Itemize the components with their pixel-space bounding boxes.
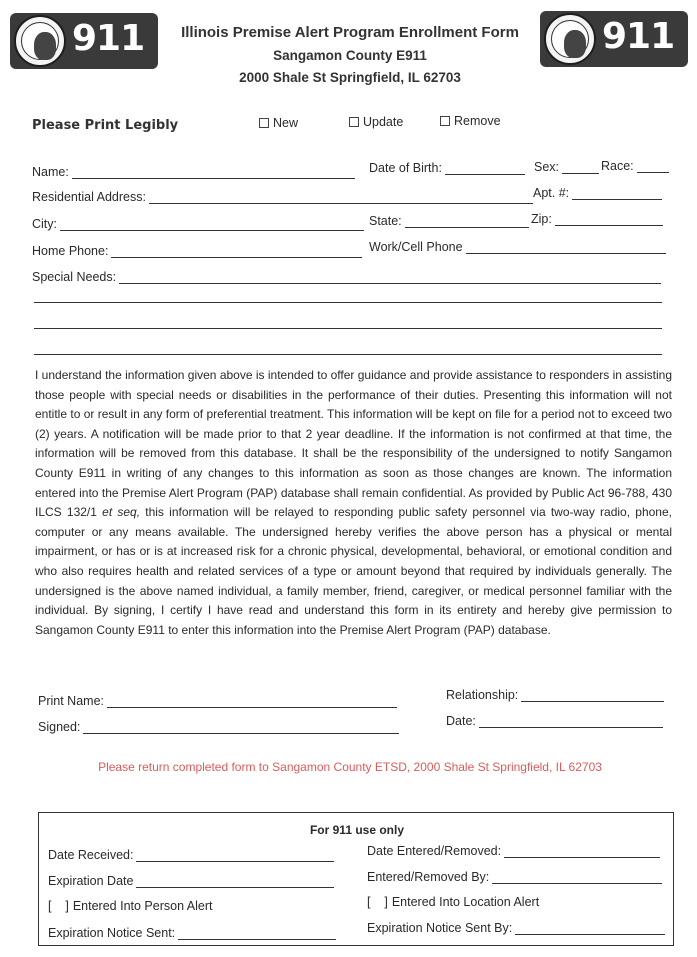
form-address: 2000 Shale St Springfield, IL 62703	[239, 70, 461, 85]
person-alert-checkbox[interactable]: [ ] Entered Into Person Alert	[48, 899, 213, 913]
expiration-date-field[interactable]: Expiration Date	[48, 874, 334, 888]
race-field[interactable]: Race:	[601, 159, 669, 173]
special-needs-line[interactable]	[34, 302, 662, 303]
bracket-checkbox-icon[interactable]: [ ]	[367, 895, 388, 909]
county-seal-icon	[14, 15, 66, 67]
state-field[interactable]: State:	[369, 214, 529, 228]
name-field[interactable]: Name:	[32, 165, 355, 179]
county-911-logo-left	[10, 13, 158, 69]
office-use-title: For 911 use only	[309, 823, 405, 837]
special-needs-line[interactable]	[34, 328, 662, 329]
location-alert-checkbox[interactable]: [ ] Entered Into Location Alert	[367, 895, 540, 909]
special-needs-line[interactable]	[34, 354, 662, 355]
consent-statement: I understand the information given above is intended to offer guidance and provide assistance to responders in assisting those people with special needs or disabilities in the performance of their duties. Presenting this information will not entitle to or result in any form of preferential treatment. This information will be kept on file for a period not to exceed two (2) years. A notification will be made prior to that 2 year deadline. If the information is not confirmed at that time, the information will be removed from this database. It shall be the responsibility of the undersigned to notify Sangamon County E911 in writing of any changes to this information as soon as those changes are known. The information entered into the Premise Alert Program (PAP) database shall remain confidential. As provided by Public Act 96-788, 430 ILCS 132/1 et seq, this information will be relayed to responding public safety personnel via two-way radio, phone, computer or any means available. The undersigned hereby verifies the above person has a physical or mental impairment, or has or is at increased risk for a chronic physical, developmental, behavioral, or emotional condition and who also requires health and related services of a type or amount beyond that required by individuals generally. The undersigned is the above named individual, a family member, friend, caregiver, or medical personnel familiar with the individual. By signing, I certify I have read and understand this form in its entirety and hereby give permission to Sangamon County E911 to enter this information into the Premise Alert Program (PAP) database.	[35, 368, 672, 637]
signature-date-field[interactable]: Date:	[446, 714, 663, 728]
residential-address-field[interactable]: Residential Address:	[32, 190, 533, 204]
zip-field[interactable]: Zip:	[531, 212, 663, 226]
signed-field[interactable]: Signed:	[38, 720, 399, 734]
return-instructions: Please return completed form to Sangamon County ETSD, 2000 Shale St Springfield, IL 62703	[98, 760, 602, 774]
sex-field[interactable]: Sex:	[534, 160, 599, 174]
checkbox-icon[interactable]	[259, 118, 269, 128]
option-update[interactable]: Update	[349, 115, 403, 129]
logo-text: 911	[72, 18, 145, 59]
work-cell-phone-field[interactable]: Work/Cell Phone	[369, 240, 666, 254]
form-title: Illinois Premise Alert Program Enrollment Form	[181, 24, 519, 41]
apt-field[interactable]: Apt. #:	[533, 186, 662, 200]
print-name-field[interactable]: Print Name:	[38, 694, 397, 708]
city-field[interactable]: City:	[32, 217, 364, 231]
option-remove[interactable]: Remove	[440, 114, 501, 128]
date-received-field[interactable]: Date Received:	[48, 848, 334, 862]
office-use-box	[38, 812, 674, 946]
special-needs-field[interactable]: Special Needs:	[32, 270, 661, 284]
date-entered-removed-field[interactable]: Date Entered/Removed:	[367, 844, 660, 858]
checkbox-icon[interactable]	[349, 117, 359, 127]
county-911-logo-right	[540, 11, 688, 67]
expiration-notice-sent-field[interactable]: Expiration Notice Sent:	[48, 926, 336, 940]
relationship-field[interactable]: Relationship:	[446, 688, 664, 702]
print-legibly-instruction: Please Print Legibly	[32, 118, 179, 133]
option-new[interactable]: New	[259, 116, 298, 130]
county-seal-icon	[544, 13, 596, 65]
checkbox-icon[interactable]	[440, 116, 450, 126]
home-phone-field[interactable]: Home Phone:	[32, 244, 362, 258]
bracket-checkbox-icon[interactable]: [ ]	[48, 899, 69, 913]
entered-removed-by-field[interactable]: Entered/Removed By:	[367, 870, 662, 884]
dob-field[interactable]: Date of Birth:	[369, 161, 525, 175]
expiration-notice-sent-by-field[interactable]: Expiration Notice Sent By:	[367, 921, 665, 935]
form-subtitle: Sangamon County E911	[273, 48, 427, 63]
logo-text: 911	[602, 16, 675, 57]
